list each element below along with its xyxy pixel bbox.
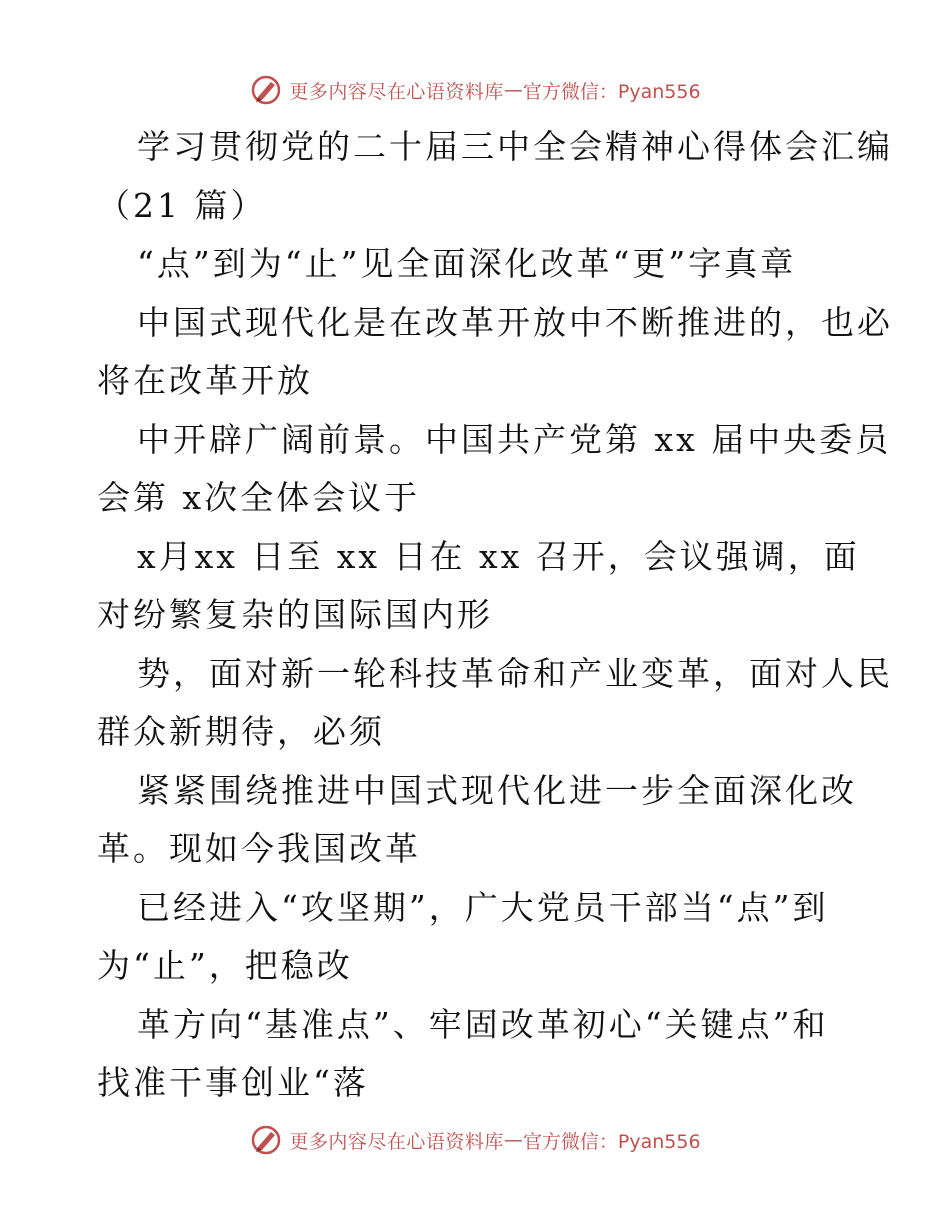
pen-logo-icon (249, 1123, 283, 1157)
document-title: 学习贯彻党的二十届三中全会精神心得体会汇编 (137, 127, 893, 166)
paragraph-line: 势，面对新一轮科技革命和产业变革，面对人民 (137, 653, 893, 693)
paragraph-line: 革方向“基准点”、牢固改革初心“关键点”和 (137, 1004, 829, 1044)
paragraph-line: 中开辟广阔前景。中国共产党第 xx 届中央委员 (137, 419, 892, 459)
header-separator: — (503, 79, 523, 101)
paragraph-line: 会第 x次全体会议于 (97, 478, 421, 517)
paragraph-line: 对纷繁复杂的国际国内形 (97, 595, 493, 634)
header-watermark (0, 70, 950, 110)
article-heading: “点”到为“止”见全面深化改革“更”字真章 (137, 244, 797, 283)
paragraph-line: 找准干事创业“落 (97, 1063, 369, 1102)
document-title-count: （21 篇） (97, 185, 267, 225)
paragraph-line: 为“止”，把稳改 (97, 946, 353, 985)
header-brand: 更多内容尽在心语资料库 (289, 80, 504, 103)
paragraph-line: 紧紧围绕推进中国式现代化进一步全面深化改 (137, 770, 857, 810)
document-body (97, 118, 893, 1113)
footer-contact: 官方微信：Pyan556 (522, 1130, 701, 1153)
pen-logo-icon (249, 73, 283, 107)
paragraph-line: 已经进入“攻坚期”，广大党员干部当“点”到 (137, 887, 829, 927)
footer-watermark (0, 1120, 950, 1160)
paragraph-line: x月xx 日至 xx 日在 xx 召开，会议强调，面 (137, 536, 860, 576)
footer-brand: 更多内容尽在心语资料库 (289, 1130, 504, 1153)
paragraph-line: 群众新期待，必须 (97, 712, 385, 751)
paragraph-line: 中国式现代化是在改革开放中不断推进的，也必 (137, 302, 893, 342)
footer-separator: — (503, 1129, 523, 1151)
paragraph-line: 将在改革开放 (97, 361, 313, 400)
paragraph-line: 革。现如今我国改革 (97, 829, 421, 868)
header-contact: 官方微信：Pyan556 (522, 80, 701, 103)
